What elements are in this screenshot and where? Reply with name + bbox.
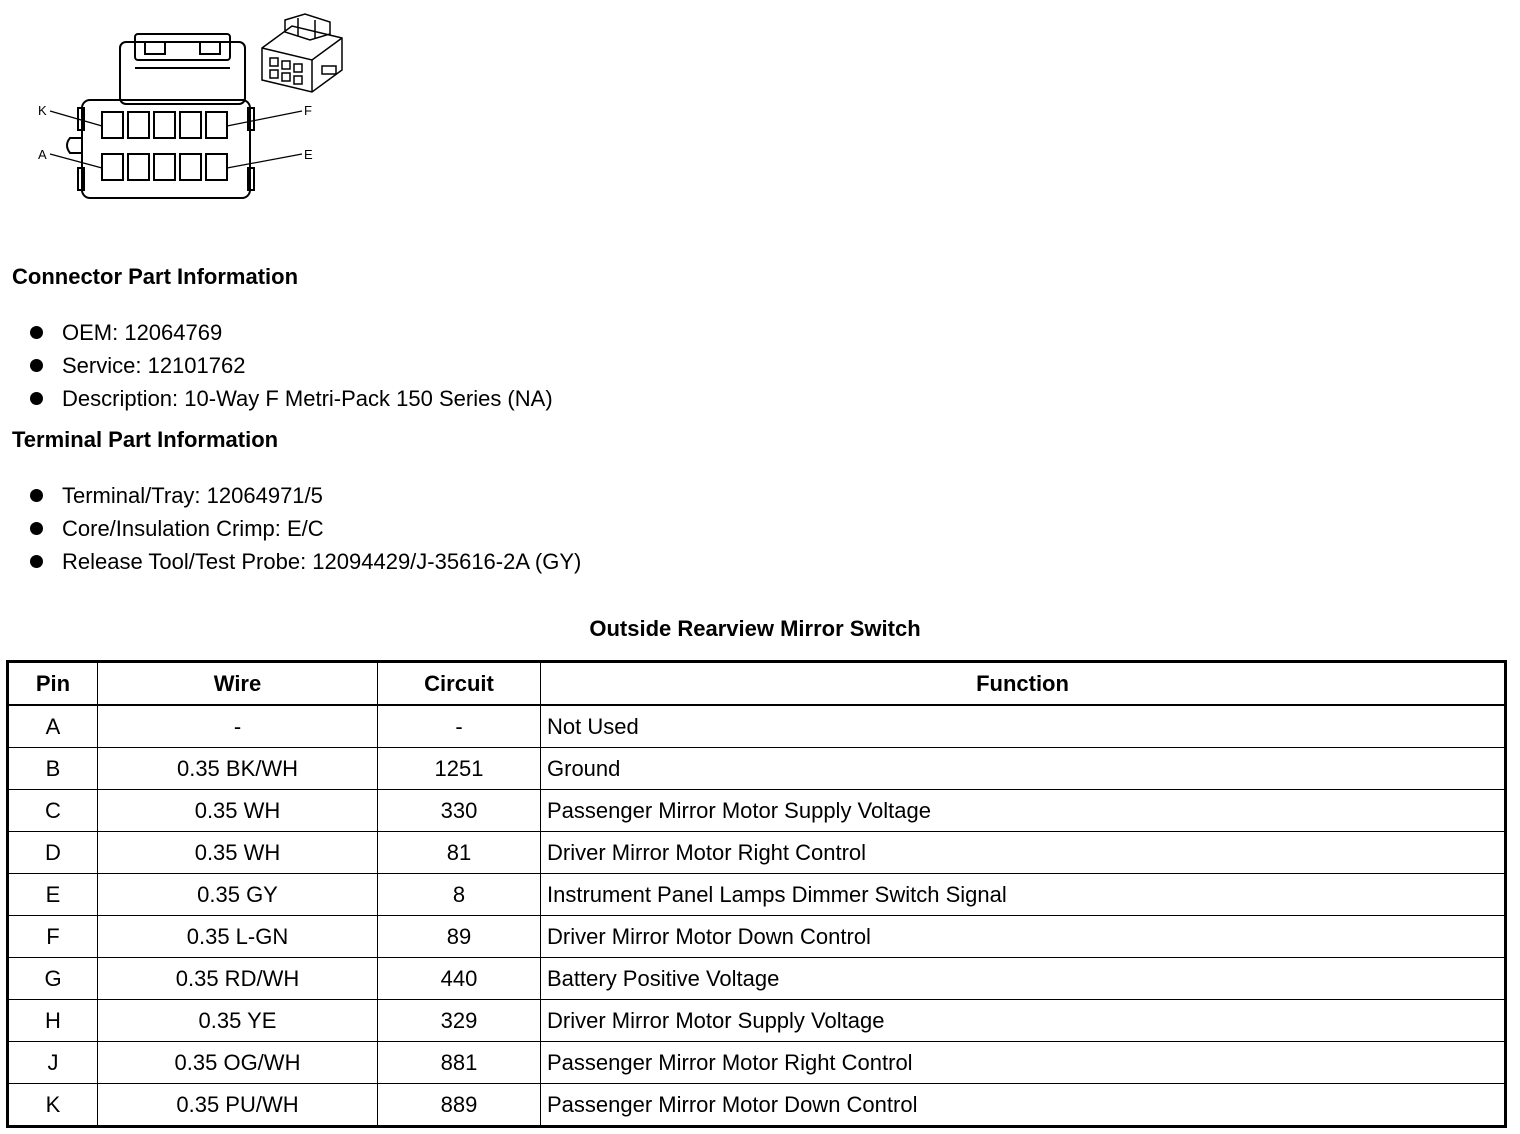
cell-function: Driver Mirror Motor Right Control	[541, 832, 1506, 874]
terminal-part-info-list	[28, 479, 581, 578]
cell-function: Passenger Mirror Motor Right Control	[541, 1042, 1506, 1084]
header-wire: Wire	[98, 662, 378, 706]
cell-circuit: -	[378, 705, 541, 748]
cell-circuit: 881	[378, 1042, 541, 1084]
cell-circuit: 1251	[378, 748, 541, 790]
cell-pin: K	[8, 1084, 98, 1127]
list-item: Core/Insulation Crimp: E/C	[28, 512, 581, 545]
connector-part-info-list	[28, 316, 553, 415]
cell-pin: C	[8, 790, 98, 832]
list-item: Service: 12101762	[28, 349, 553, 382]
cell-circuit: 89	[378, 916, 541, 958]
cell-wire: 0.35 BK/WH	[98, 748, 378, 790]
cell-pin: H	[8, 1000, 98, 1042]
terminal-part-info-heading: Terminal Part Information	[12, 427, 279, 452]
table-row	[8, 874, 1506, 916]
pin-label-e: E	[304, 147, 313, 162]
cell-wire: 0.35 OG/WH	[98, 1042, 378, 1084]
cell-function: Passenger Mirror Motor Supply Voltage	[541, 790, 1506, 832]
list-item: Terminal/Tray: 12064971/5	[28, 479, 581, 512]
table-row	[8, 1042, 1506, 1084]
table-row	[8, 1000, 1506, 1042]
cell-circuit: 889	[378, 1084, 541, 1127]
cell-pin: B	[8, 748, 98, 790]
table-row	[8, 705, 1506, 748]
pinout-table	[6, 660, 1507, 1128]
connector-face-drawing	[30, 8, 370, 213]
cell-function: Driver Mirror Motor Down Control	[541, 916, 1506, 958]
cell-wire: 0.35 L-GN	[98, 916, 378, 958]
table-row	[8, 958, 1506, 1000]
table-row	[8, 748, 1506, 790]
cell-pin: F	[8, 916, 98, 958]
cell-wire: 0.35 WH	[98, 832, 378, 874]
cell-function: Not Used	[541, 705, 1506, 748]
connector-part-info-heading: Connector Part Information	[12, 264, 299, 289]
list-item: Description: 10-Way F Metri-Pack 150 Series (NA)	[28, 382, 553, 415]
cell-wire: 0.35 RD/WH	[98, 958, 378, 1000]
cell-circuit: 8	[378, 874, 541, 916]
pin-label-a: A	[38, 147, 47, 162]
pin-label-k: K	[38, 103, 47, 118]
cell-function: Ground	[541, 748, 1506, 790]
cell-circuit: 81	[378, 832, 541, 874]
cell-wire: -	[98, 705, 378, 748]
cell-wire: 0.35 WH	[98, 790, 378, 832]
header-pin: Pin	[8, 662, 98, 706]
list-item: OEM: 12064769	[28, 316, 553, 349]
connector-diagram	[30, 8, 370, 213]
cell-circuit: 440	[378, 958, 541, 1000]
cell-circuit: 330	[378, 790, 541, 832]
table-row	[8, 790, 1506, 832]
header-circuit: Circuit	[378, 662, 541, 706]
cell-wire: 0.35 YE	[98, 1000, 378, 1042]
header-function: Function	[541, 662, 1506, 706]
cell-pin: G	[8, 958, 98, 1000]
cell-function: Instrument Panel Lamps Dimmer Switch Signal	[541, 874, 1506, 916]
cell-pin: J	[8, 1042, 98, 1084]
table-row	[8, 832, 1506, 874]
list-item: Release Tool/Test Probe: 12094429/J-35616-2A (GY)	[28, 545, 581, 578]
table-row	[8, 1084, 1506, 1127]
cell-pin: A	[8, 705, 98, 748]
cell-function: Battery Positive Voltage	[541, 958, 1506, 1000]
cell-function: Driver Mirror Motor Supply Voltage	[541, 1000, 1506, 1042]
cell-wire: 0.35 PU/WH	[98, 1084, 378, 1127]
pin-label-f: F	[304, 103, 312, 118]
table-header-row	[8, 662, 1506, 706]
table-caption: Outside Rearview Mirror Switch	[589, 616, 921, 641]
cell-pin: D	[8, 832, 98, 874]
cell-wire: 0.35 GY	[98, 874, 378, 916]
table-row	[8, 916, 1506, 958]
cell-function: Passenger Mirror Motor Down Control	[541, 1084, 1506, 1127]
cell-circuit: 329	[378, 1000, 541, 1042]
cell-pin: E	[8, 874, 98, 916]
